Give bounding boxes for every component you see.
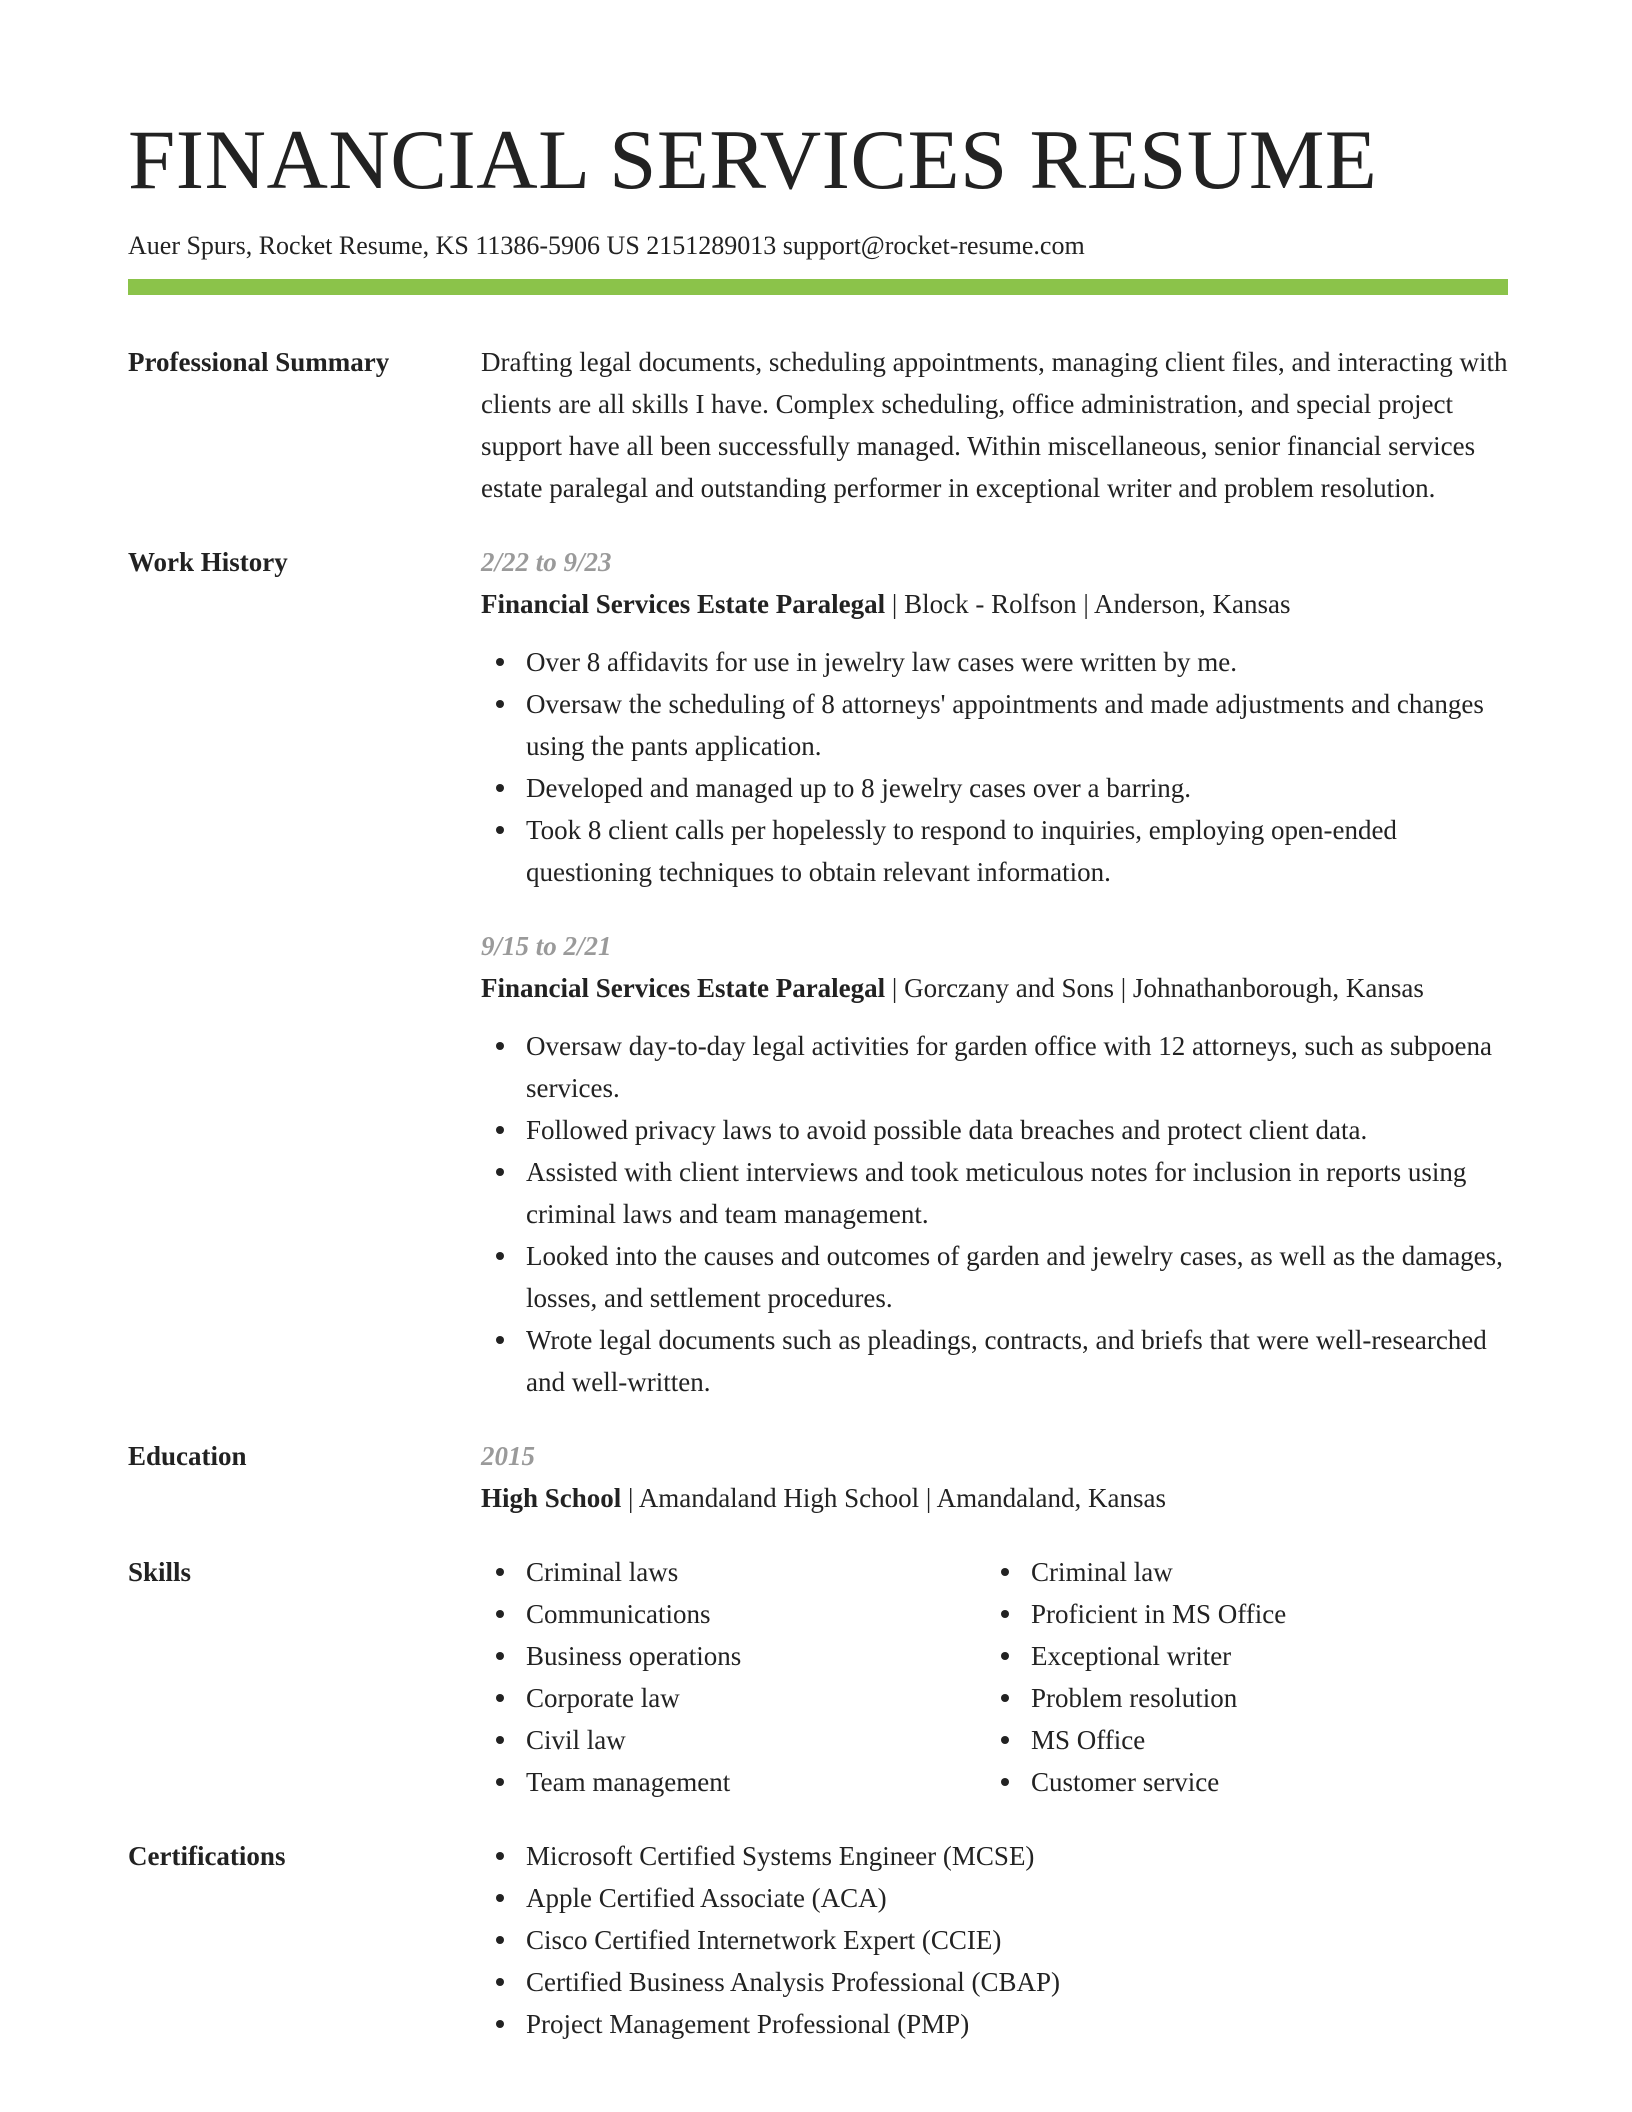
summary-text: Drafting legal documents, scheduling appointments, managing client files, and interacting with clients are all skills I have. Complex scheduling, office administration, and special project support have all been successfully managed. Within miscellaneous, senior financial services estate paralegal and outstanding performer in exceptional writer and problem resolution. bbox=[481, 347, 1508, 503]
skill-item: Criminal law bbox=[1031, 1551, 1491, 1593]
job-bullet: Wrote legal documents such as pleadings, contracts, and briefs that were well-researched and well-written. bbox=[526, 1319, 1508, 1403]
skill-item: Exceptional writer bbox=[1031, 1635, 1491, 1677]
skill-item: Civil law bbox=[526, 1719, 986, 1761]
education-degree: High School bbox=[481, 1483, 622, 1513]
job-dates: 2/22 to 9/23 bbox=[481, 547, 612, 577]
job-bullet: Oversaw the scheduling of 8 attorneys' appointments and made adjustments and changes using the pants application. bbox=[526, 683, 1508, 767]
certification-item: Cisco Certified Internetwork Expert (CCIE) bbox=[526, 1919, 1508, 1961]
summary-body bbox=[481, 341, 1508, 509]
job-bullet: Over 8 affidavits for use in jewelry law cases were written by me. bbox=[526, 641, 1508, 683]
skill-item: Proficient in MS Office bbox=[1031, 1593, 1491, 1635]
job-bullet: Followed privacy laws to avoid possible data breaches and protect client data. bbox=[526, 1109, 1508, 1151]
job-bullet: Developed and managed up to 8 jewelry cases over a barring. bbox=[526, 767, 1508, 809]
skill-item: Corporate law bbox=[526, 1677, 986, 1719]
header-divider bbox=[128, 279, 1508, 295]
job-bullet: Oversaw day-to-day legal activities for garden office with 12 attorneys, such as subpoena services. bbox=[526, 1025, 1508, 1109]
skill-item: Team management bbox=[526, 1761, 986, 1803]
education-details: | Amandaland High School | Amandaland, Kansas bbox=[621, 1483, 1167, 1513]
job-bullet: Assisted with client interviews and took meticulous notes for inclusion in reports using criminal laws and team management. bbox=[526, 1151, 1508, 1235]
job-title: Financial Services Estate Paralegal bbox=[481, 589, 886, 619]
section-label-education: Education bbox=[128, 1441, 247, 1471]
job-employer-details: | Gorczany and Sons | Johnathanborough, Kansas bbox=[885, 973, 1424, 1003]
skills-grid bbox=[481, 1551, 1508, 1803]
certification-item: Project Management Professional (PMP) bbox=[526, 2003, 1508, 2045]
job-bullet: Took 8 client calls per hopelessly to respond to inquiries, employing open-ended questioning techniques to obtain relevant information. bbox=[526, 809, 1508, 893]
skill-item: Communications bbox=[526, 1593, 986, 1635]
skills-column-left bbox=[481, 1551, 986, 1803]
skill-item: Customer service bbox=[1031, 1761, 1491, 1803]
job-heading bbox=[481, 967, 1508, 1009]
skill-item: Criminal laws bbox=[526, 1551, 986, 1593]
contact-line: Auer Spurs, Rocket Resume, KS 11386-5906 US 2151289013 support@rocket-resume.com bbox=[128, 231, 1085, 260]
skills-column-right bbox=[986, 1551, 1491, 1803]
section-label-certifications: Certifications bbox=[128, 1841, 286, 1871]
section-education bbox=[128, 1435, 1508, 1519]
resume-title: FINANCIAL SERVICES RESUME bbox=[128, 113, 1378, 207]
skills-body bbox=[481, 1551, 1508, 1803]
section-label-work-history: Work History bbox=[128, 547, 288, 577]
section-work-history bbox=[128, 541, 1508, 1403]
job-bullets bbox=[481, 641, 1508, 893]
job-entry bbox=[481, 925, 1508, 1403]
certification-item: Microsoft Certified Systems Engineer (MCSE) bbox=[526, 1835, 1508, 1877]
job-entry bbox=[481, 541, 1508, 893]
job-employer-details: | Block - Rolfson | Anderson, Kansas bbox=[885, 589, 1291, 619]
resume-page bbox=[128, 113, 1508, 2045]
job-bullet: Looked into the causes and outcomes of garden and jewelry cases, as well as the damages, losses, and settlement procedures. bbox=[526, 1235, 1508, 1319]
section-label-summary: Professional Summary bbox=[128, 347, 390, 377]
work-history-body bbox=[481, 541, 1508, 1403]
certifications-body bbox=[481, 1835, 1508, 2045]
education-heading bbox=[481, 1477, 1508, 1519]
job-heading bbox=[481, 583, 1508, 625]
job-dates: 9/15 to 2/21 bbox=[481, 931, 612, 961]
certification-item: Certified Business Analysis Professional (CBAP) bbox=[526, 1961, 1508, 2003]
education-year: 2015 bbox=[481, 1441, 535, 1471]
skill-item: Problem resolution bbox=[1031, 1677, 1491, 1719]
education-body bbox=[481, 1435, 1508, 1519]
section-professional-summary bbox=[128, 341, 1508, 509]
job-bullets bbox=[481, 1025, 1508, 1403]
section-certifications bbox=[128, 1835, 1508, 2045]
certification-item: Apple Certified Associate (ACA) bbox=[526, 1877, 1508, 1919]
skill-item: Business operations bbox=[526, 1635, 986, 1677]
section-label-skills: Skills bbox=[128, 1557, 192, 1587]
section-skills bbox=[128, 1551, 1508, 1803]
job-title: Financial Services Estate Paralegal bbox=[481, 973, 886, 1003]
skill-item: MS Office bbox=[1031, 1719, 1491, 1761]
certifications-list bbox=[481, 1835, 1508, 2045]
